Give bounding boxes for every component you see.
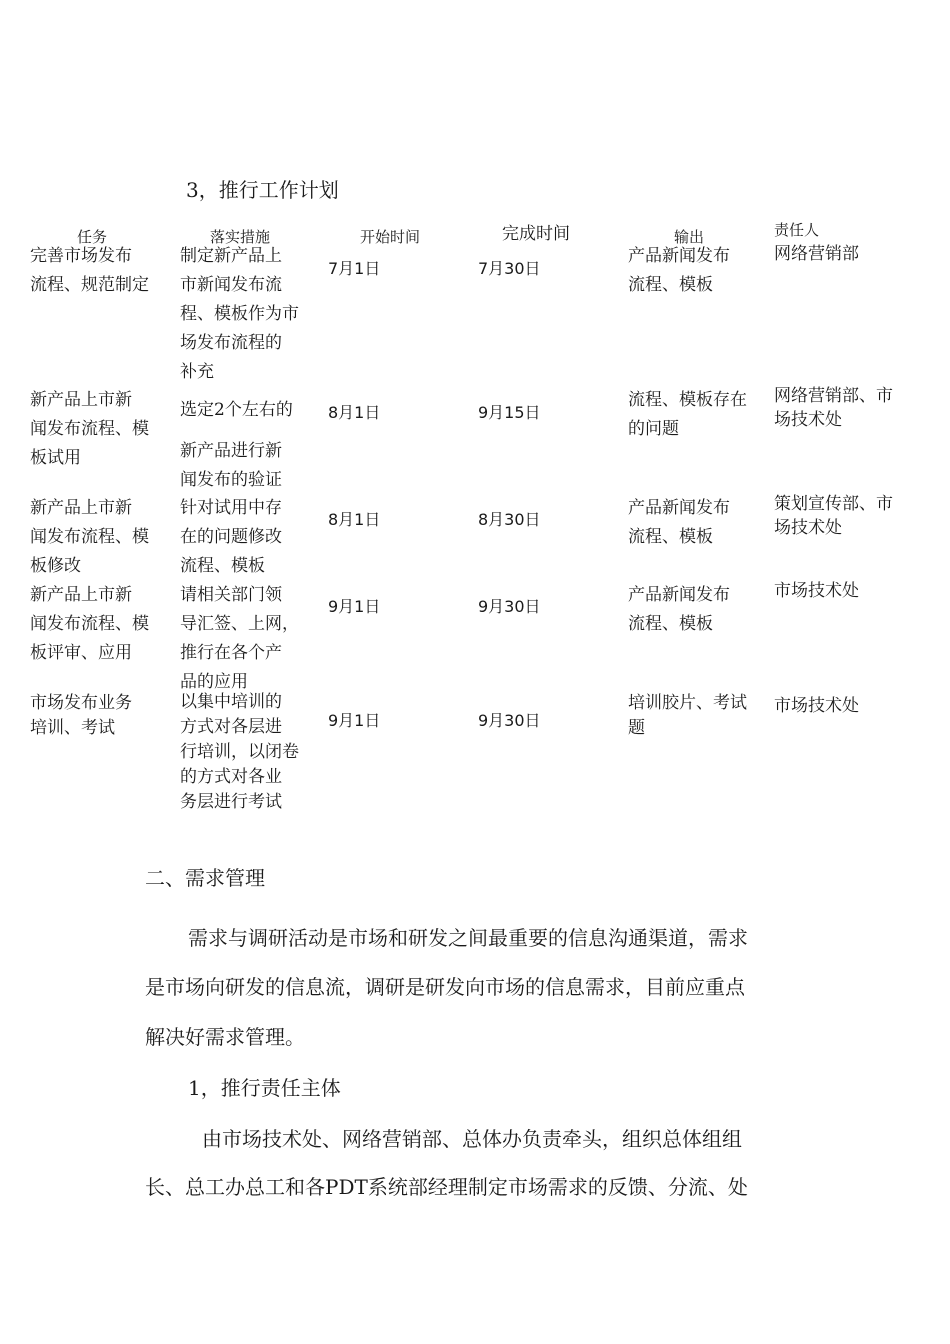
row4-output: 产品新闻发布 流程、模板	[628, 585, 730, 634]
row4-measure: 请相关部门领 导汇签、上网， 推行在各个产 品的应用	[180, 585, 299, 692]
row3-measure: 针对试用中存 在的问题修改 流程、模板	[180, 498, 282, 576]
row2-output: 流程、模板存在 的问题	[628, 390, 747, 439]
section2-paragraph-line3: 解决好需求管理。	[145, 1025, 305, 1049]
row1-end: 7月30日	[478, 259, 541, 278]
row5-owner: 市场技术处	[774, 696, 859, 716]
subsection-heading: 1，推行责任主体	[188, 1076, 341, 1100]
row2-measure-line1: 选定2个左右的	[180, 400, 293, 420]
row2-task: 新产品上市新 闻发布流程、模 板试用	[30, 390, 149, 468]
section-title: 3，推行工作计划	[186, 178, 339, 202]
row4-end: 9月30日	[478, 597, 541, 616]
header-output: 输出	[674, 228, 705, 246]
row3-output: 产品新闻发布 流程、模板	[628, 498, 730, 547]
header-start: 开始时间	[360, 228, 421, 246]
row1-start: 7月1日	[328, 259, 381, 278]
row3-end: 8月30日	[478, 510, 541, 529]
row3-task: 新产品上市新 闻发布流程、模 板修改	[30, 498, 149, 576]
row2-owner: 网络营销部、市 场技术处	[774, 386, 893, 430]
header-measure: 落实措施	[210, 228, 271, 246]
section2-paragraph-line1: 需求与调研活动是市场和研发之间最重要的信息沟通渠道，需求	[188, 926, 748, 950]
row3-owner: 策划宣传部、市 场技术处	[774, 494, 893, 538]
row5-output: 培训胶片、考试 题	[628, 693, 747, 738]
row5-end: 9月30日	[478, 711, 541, 730]
section2-paragraph-line2: 是市场向研发的信息流，调研是研发向市场的信息需求，目前应重点	[145, 975, 745, 999]
subsection-paragraph-line2: 长、总工办总工和各PDT系统部经理制定市场需求的反馈、分流、处	[145, 1175, 748, 1199]
row1-output: 产品新闻发布 流程、模板	[628, 246, 730, 295]
row4-start: 9月1日	[328, 597, 381, 616]
row4-task: 新产品上市新 闻发布流程、模 板评审、应用	[30, 585, 149, 663]
row5-measure: 以集中培训的 方式对各层进 行培训，以闭卷 的方式对各业 务层进行考试	[180, 692, 299, 812]
header-task: 任务	[77, 228, 108, 246]
row2-end: 9月15日	[478, 403, 541, 422]
row3-start: 8月1日	[328, 510, 381, 529]
row1-task: 完善市场发布 流程、规范制定	[30, 246, 149, 295]
row4-owner: 市场技术处	[774, 581, 859, 601]
header-end: 完成时间	[502, 224, 570, 244]
row2-start: 8月1日	[328, 403, 381, 422]
row5-task: 市场发布业务 培训、考试	[30, 693, 132, 738]
row2-measure: 新产品进行新 闻发布的验证	[180, 441, 282, 490]
section2-heading: 二、需求管理	[145, 866, 265, 890]
header-owner: 责任人	[774, 221, 820, 239]
row1-measure: 制定新产品上 市新闻发布流 程、模板作为市 场发布流程的 补充	[180, 246, 299, 382]
row5-start: 9月1日	[328, 711, 381, 730]
subsection-paragraph-line1: 由市场技术处、网络营销部、总体办负责牵头，组织总体组组	[202, 1127, 742, 1151]
row1-owner: 网络营销部	[774, 244, 859, 264]
